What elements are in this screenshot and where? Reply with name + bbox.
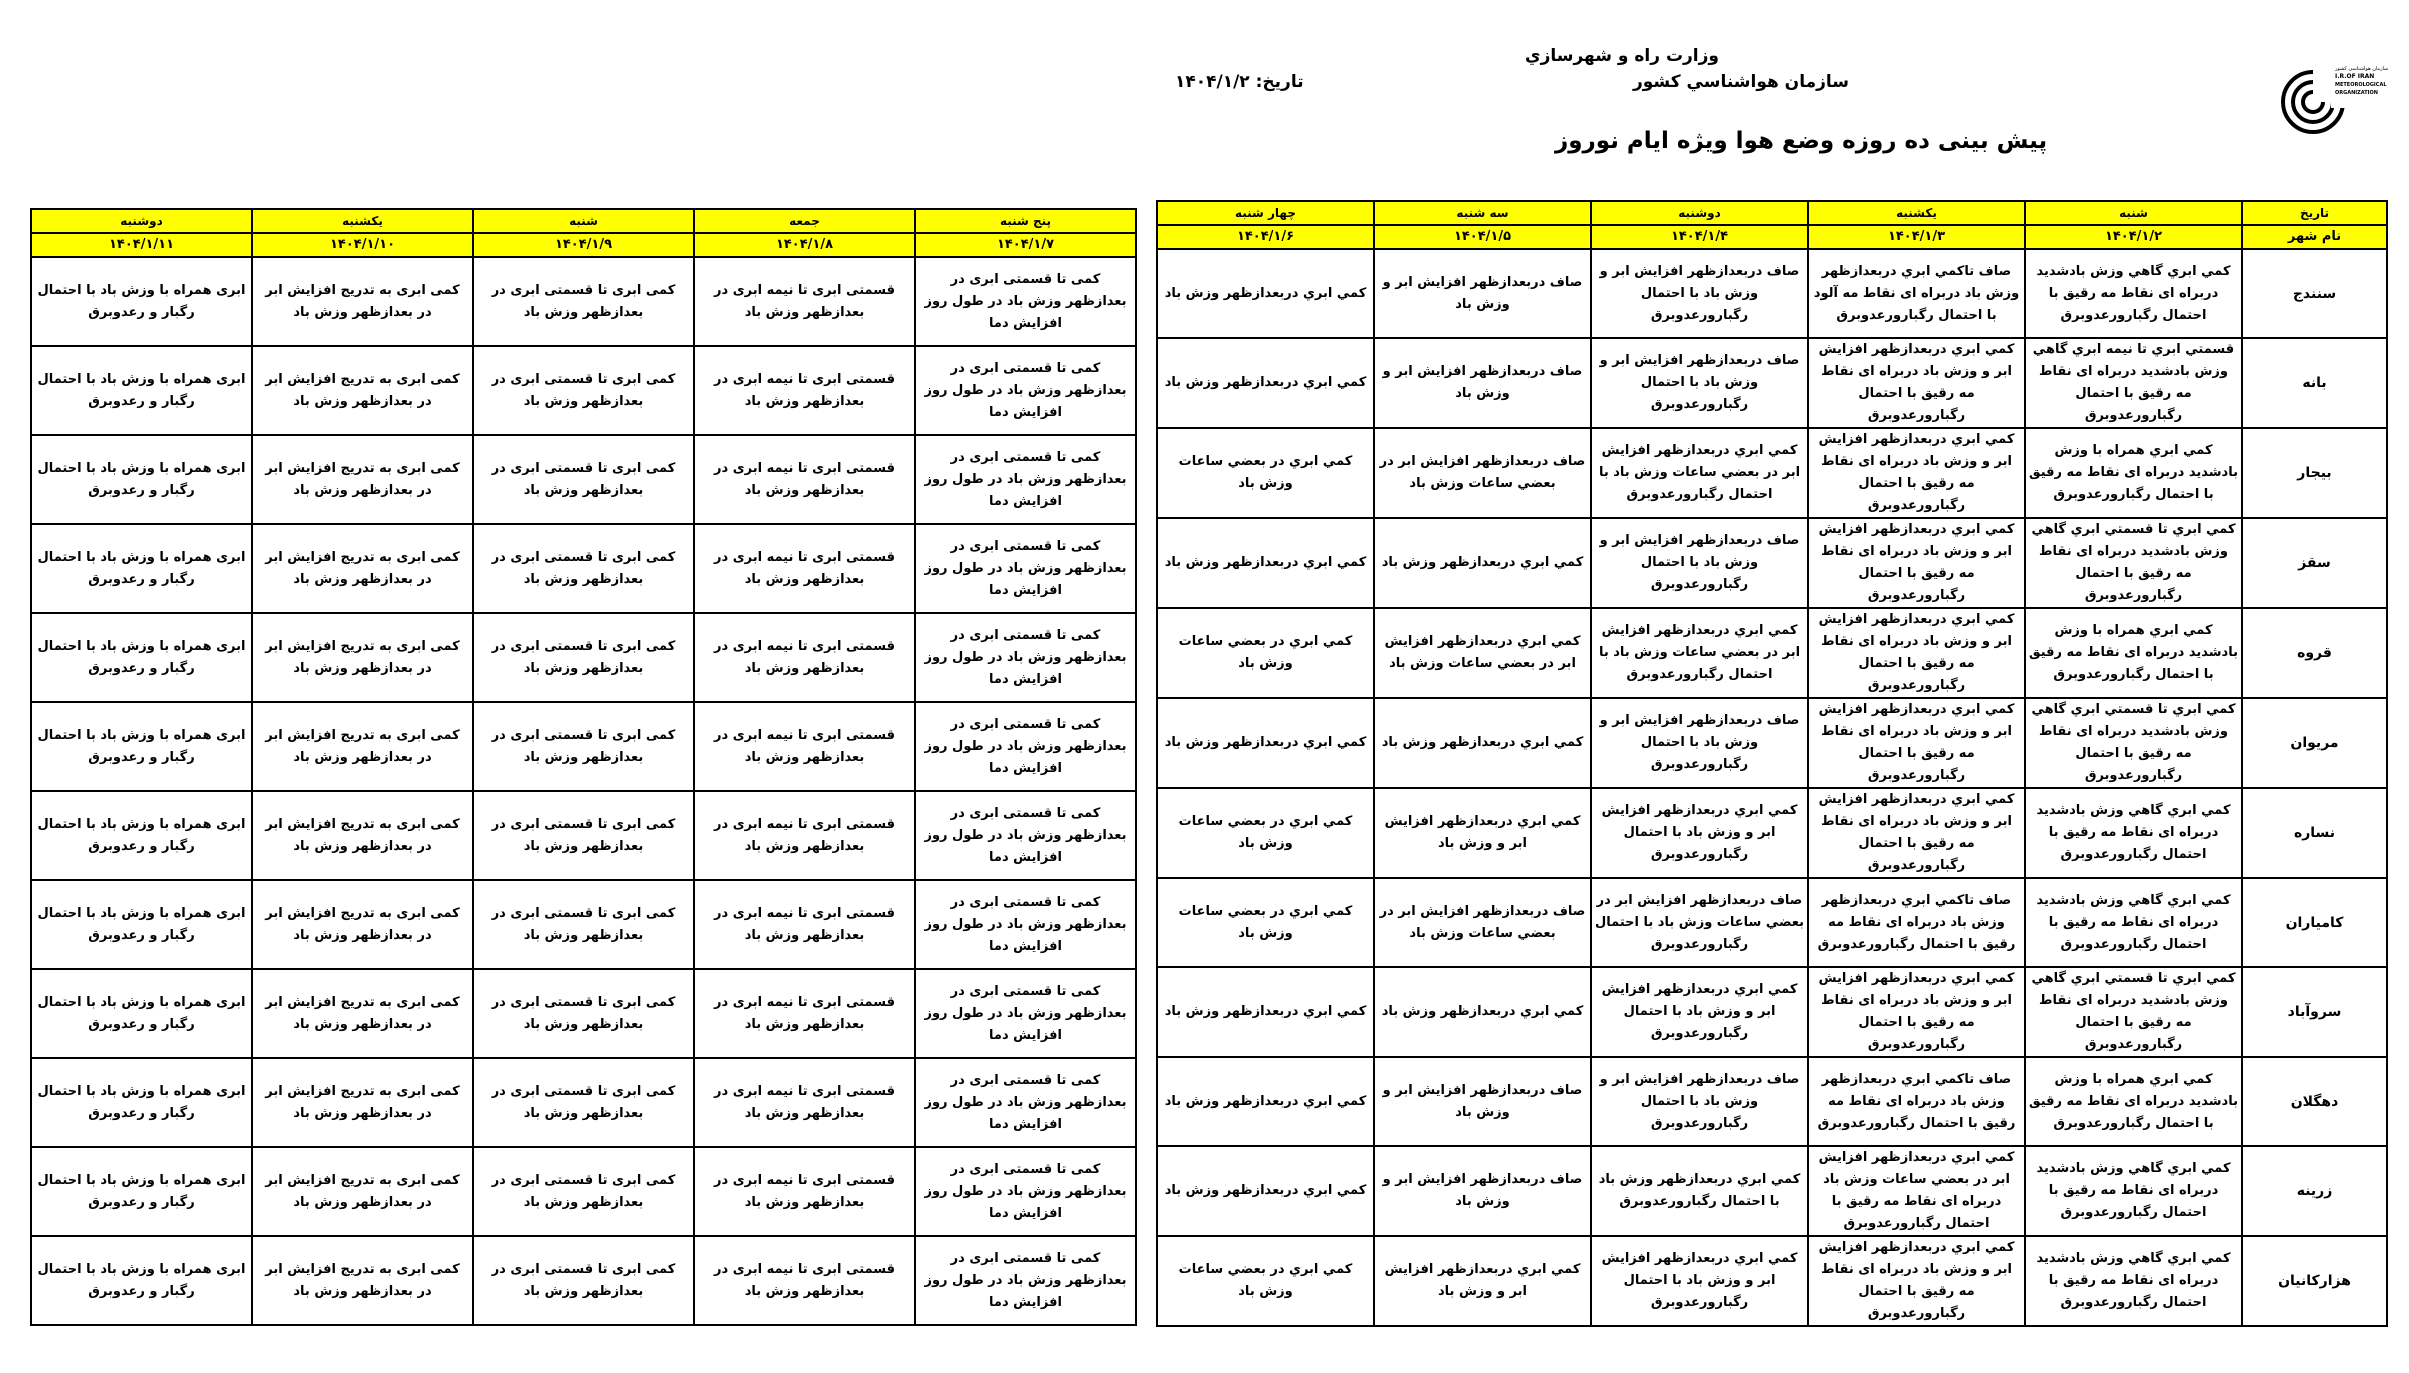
city-name: کامیاران — [2242, 878, 2387, 967]
forecast-cell: ابری همراه با وزش باد با احتمال رگبار و رعدوبرق — [31, 1058, 252, 1147]
forecast-cell: صاف تاكمي ابري دربعدازظهر وزش باد دربراه ای نقاط مه رقيق با احتمال رگبارورعدوبرق — [1808, 1057, 2025, 1146]
table-row — [1157, 967, 2387, 1057]
forecast-cell: كمي ابري دربعدازظهر وزش باد — [1374, 698, 1591, 788]
report-date: تاریخ: ۱۴۰۴/۱/۲ — [1175, 72, 1304, 92]
forecast-cell: كمي ابري دربعدازظهر افزايش ابر و وزش باد — [1374, 788, 1591, 878]
forecast-cell: کمی ابری به تدریج افزایش ابر در بعدازظهر وزش باد — [252, 435, 473, 524]
forecast-cell: ابری همراه با وزش باد با احتمال رگبار و رعدوبرق — [31, 613, 252, 702]
forecast-cell: كمي ابري همراه با وزش بادشديد دربراه ای نقاط مه رقيق با احتمال رگبارورعدوبرق — [2025, 428, 2242, 518]
forecast-cell: كمي ابري دربعدازظهر افزايش ابر و وزش باد دربراه ای نقاط مه رقيق با احتمال رگبارورعدوبرق — [1808, 608, 2025, 698]
forecast-cell: كمي ابري دربعدازظهر وزش باد — [1374, 518, 1591, 608]
table-row — [1157, 1146, 2387, 1236]
forecast-cell: کمی تا قسمتی ابری در بعدازظهر وزش باد در طول روز افزایش دما — [915, 1147, 1136, 1236]
svg-text:سازمان هواشناسی کشور: سازمان هواشناسی کشور — [2335, 66, 2389, 72]
forecast-cell: صاف دربعدازظهر افزايش ابر و وزش باد با احتمال رگبارورعدوبرق — [1591, 338, 1808, 428]
forecast-cell: صاف دربعدازظهر افزايش ابر در بعضي ساعات وزش باد — [1374, 428, 1591, 518]
forecast-cell: كمي ابري دربعدازظهر افزايش ابر در بعضي ساعات وزش باد با احتمال رگبارورعدوبرق — [1591, 608, 1808, 698]
forecast-cell: کمی تا قسمتی ابری در بعدازظهر وزش باد در طول روز افزایش دما — [915, 880, 1136, 969]
forecast-cell: قسمتی ابری تا نیمه ابری در بعدازظهر وزش باد — [694, 257, 915, 346]
day-date: ۱۴۰۴/۱/۱۱ — [31, 233, 252, 257]
day-name: یکشنبه — [252, 209, 473, 233]
forecast-cell: کمی ابری به تدریج افزایش ابر در بعدازظهر وزش باد — [252, 613, 473, 702]
day-date: ۱۴۰۴/۱/۵ — [1374, 225, 1591, 249]
day-name: یکشنبه — [1808, 201, 2025, 225]
forecast-cell: كمي ابري گاهي وزش بادشديد دربراه ای نقاط مه رقيق با احتمال رگبارورعدوبرق — [2025, 1236, 2242, 1326]
forecast-cell: كمي ابري گاهي وزش بادشديد دربراه ای نقاط مه رقيق با احتمال رگبارورعدوبرق — [2025, 788, 2242, 878]
forecast-cell: کمی ابری به تدریج افزایش ابر در بعدازظهر وزش باد — [252, 346, 473, 435]
forecast-cell: کمی تا قسمتی ابری در بعدازظهر وزش باد در طول روز افزایش دما — [915, 435, 1136, 524]
forecast-cell: قسمتی ابری تا نیمه ابری در بعدازظهر وزش باد — [694, 1236, 915, 1325]
forecast-cell: كمي ابري در بعضي ساعات وزش باد — [1157, 1236, 1374, 1326]
day-name: جمعه — [694, 209, 915, 233]
svg-text:I.R.OF IRAN: I.R.OF IRAN — [2335, 73, 2375, 80]
forecast-cell: کمی ابری به تدریج افزایش ابر در بعدازظهر وزش باد — [252, 524, 473, 613]
forecast-cell: کمی تا قسمتی ابری در بعدازظهر وزش باد در طول روز افزایش دما — [915, 702, 1136, 791]
city-name: سنندج — [2242, 249, 2387, 338]
day-name: دوشنبه — [31, 209, 252, 233]
day-date: ۱۴۰۴/۱/۲ — [2025, 225, 2242, 249]
forecast-cell: کمی ابری به تدریج افزایش ابر در بعدازظهر وزش باد — [252, 702, 473, 791]
forecast-cell: كمي ابري همراه با وزش بادشديد دربراه ای نقاط مه رقيق با احتمال رگبارورعدوبرق — [2025, 1057, 2242, 1146]
date-header-row — [1157, 225, 2387, 249]
forecast-cell: كمي ابري دربعدازظهر افزايش ابر در بعضي ساعات وزش باد با احتمال رگبارورعدوبرق — [1591, 428, 1808, 518]
forecast-cell: ابری همراه با وزش باد با احتمال رگبار و رعدوبرق — [31, 435, 252, 524]
forecast-cell: كمي ابري تا قسمتي ابري گاهي وزش بادشديد دربراه ای نقاط مه رقيق با احتمال رگبارورعدوبرق — [2025, 518, 2242, 608]
forecast-cell: صاف تاكمي ابري دربعدازظهر وزش باد دربراه ای نقاط مه رقيق با احتمال رگبارورعدوبرق — [1808, 878, 2025, 967]
forecast-cell: کمی ابری تا قسمتی ابری در بعدازظهر وزش باد — [473, 435, 694, 524]
forecast-cell: قسمتی ابری تا نیمه ابری در بعدازظهر وزش باد — [694, 1058, 915, 1147]
forecast-cell: قسمتی ابری تا نیمه ابری در بعدازظهر وزش باد — [694, 435, 915, 524]
forecast-cell: كمي ابري همراه با وزش بادشديد دربراه ای نقاط مه رقيق با احتمال رگبارورعدوبرق — [2025, 608, 2242, 698]
forecast-cell: كمي ابري دربعدازظهر وزش باد — [1157, 249, 1374, 338]
forecast-cell: کمی ابری تا قسمتی ابری در بعدازظهر وزش باد — [473, 880, 694, 969]
forecast-cell: كمي ابري در بعضي ساعات وزش باد — [1157, 608, 1374, 698]
forecast-cell: کمی ابری به تدریج افزایش ابر در بعدازظهر وزش باد — [252, 969, 473, 1058]
forecast-cell: كمي ابري دربعدازظهر افزايش ابر در بعضي ساعات وزش باد — [1374, 608, 1591, 698]
day-date: ۱۴۰۴/۱/۹ — [473, 233, 694, 257]
forecast-cell: ابری همراه با وزش باد با احتمال رگبار و رعدوبرق — [31, 1236, 252, 1325]
forecast-cell: كمي ابري دربعدازظهر افزايش ابر و وزش باد دربراه ای نقاط مه رقيق با احتمال رگبارورعدوبرق — [1808, 518, 2025, 608]
forecast-cell: کمی ابری به تدریج افزایش ابر در بعدازظهر وزش باد — [252, 880, 473, 969]
forecast-cell: قسمتی ابری تا نیمه ابری در بعدازظهر وزش باد — [694, 969, 915, 1058]
forecast-cell: کمی تا قسمتی ابری در بعدازظهر وزش باد در طول روز افزایش دما — [915, 1058, 1136, 1147]
forecast-cell: كمي ابري دربعدازظهر افزايش ابر و وزش باد دربراه ای نقاط مه رقيق با احتمال رگبارورعدوبرق — [1808, 338, 2025, 428]
forecast-cell: کمی ابری تا قسمتی ابری در بعدازظهر وزش باد — [473, 613, 694, 702]
forecast-cell: كمي ابري دربعدازظهر وزش باد — [1157, 1146, 1374, 1236]
city-name: سقز — [2242, 518, 2387, 608]
forecast-table-days-1-5 — [1156, 200, 2388, 1327]
city-name: مریوان — [2242, 698, 2387, 788]
forecast-cell: كمي ابري گاهي وزش بادشديد دربراه ای نقاط مه رقيق با احتمال رگبارورعدوبرق — [2025, 878, 2242, 967]
forecast-cell: كمي ابري دربعدازظهر افزايش ابر و وزش باد با احتمال رگبارورعدوبرق — [1591, 967, 1808, 1057]
forecast-cell: صاف دربعدازظهر افزايش ابر و وزش باد با احتمال رگبارورعدوبرق — [1591, 249, 1808, 338]
header-city-label: نام شهر — [2242, 225, 2387, 249]
forecast-cell: کمی تا قسمتی ابری در بعدازظهر وزش باد در طول روز افزایش دما — [915, 1236, 1136, 1325]
table-row — [1157, 698, 2387, 788]
day-name: پنج شنبه — [915, 209, 1136, 233]
city-name: هزارکانیان — [2242, 1236, 2387, 1326]
date-header-row — [31, 233, 1136, 257]
forecast-cell: قسمتی ابری تا نیمه ابری در بعدازظهر وزش باد — [694, 346, 915, 435]
day-date: ۱۴۰۴/۱/۴ — [1591, 225, 1808, 249]
forecast-cell: کمی تا قسمتی ابری در بعدازظهر وزش باد در طول روز افزایش دما — [915, 524, 1136, 613]
forecast-table-days-6-10 — [30, 208, 1137, 1326]
forecast-cell: قسمتي ابري تا نيمه ابري گاهي وزش بادشديد دربراه ای نقاط مه رقيق با احتمال رگبارورعدوبرق — [2025, 338, 2242, 428]
forecast-cell: كمي ابري دربعدازظهر وزش باد با احتمال رگبارورعدوبرق — [1591, 1146, 1808, 1236]
forecast-cell: كمي ابري دربعدازظهر افزايش ابر در بعضي ساعات وزش باد دربراه ای نقاط مه رقيق با احتمال رگبارورعدوبرق — [1808, 1146, 2025, 1236]
forecast-cell: كمي ابري دربعدازظهر وزش باد — [1157, 1057, 1374, 1146]
city-name: قروه — [2242, 608, 2387, 698]
forecast-cell: ابری همراه با وزش باد با احتمال رگبار و رعدوبرق — [31, 1147, 252, 1236]
header-date-label: تاریخ — [2242, 201, 2387, 225]
forecast-cell: كمي ابري دربعدازظهر افزايش ابر و وزش باد دربراه ای نقاط مه رقيق با احتمال رگبارورعدوبرق — [1808, 698, 2025, 788]
forecast-cell: كمي ابري دربعدازظهر وزش باد — [1157, 698, 1374, 788]
forecast-cell: ابری همراه با وزش باد با احتمال رگبار و رعدوبرق — [31, 524, 252, 613]
day-name: شنبه — [2025, 201, 2242, 225]
forecast-cell: کمی ابری تا قسمتی ابری در بعدازظهر وزش باد — [473, 1058, 694, 1147]
table-row — [1157, 518, 2387, 608]
forecast-cell: قسمتی ابری تا نیمه ابری در بعدازظهر وزش باد — [694, 1147, 915, 1236]
forecast-cell: كمي ابري گاهي وزش بادشديد دربراه ای نقاط مه رقيق با احتمال رگبارورعدوبرق — [2025, 249, 2242, 338]
forecast-cell: کمی ابری تا قسمتی ابری در بعدازظهر وزش باد — [473, 969, 694, 1058]
forecast-cell: کمی ابری تا قسمتی ابری در بعدازظهر وزش باد — [473, 257, 694, 346]
day-header-row — [31, 209, 1136, 233]
day-name: سه شنبه — [1374, 201, 1591, 225]
forecast-cell: کمی ابری تا قسمتی ابری در بعدازظهر وزش باد — [473, 791, 694, 880]
forecast-cell: كمي ابري در بعضي ساعات وزش باد — [1157, 878, 1374, 967]
forecast-cell: صاف دربعدازظهر افزايش ابر و وزش باد با احتمال رگبارورعدوبرق — [1591, 698, 1808, 788]
forecast-cell: کمی ابری تا قسمتی ابری در بعدازظهر وزش باد — [473, 1147, 694, 1236]
table-row — [1157, 1057, 2387, 1146]
forecast-cell: صاف دربعدازظهر افزايش ابر و وزش باد — [1374, 249, 1591, 338]
forecast-cell: كمي ابري در بعضي ساعات وزش باد — [1157, 428, 1374, 518]
forecast-cell: کمی تا قسمتی ابری در بعدازظهر وزش باد در طول روز افزایش دما — [915, 257, 1136, 346]
table-row — [31, 524, 1136, 613]
table-row — [31, 1236, 1136, 1325]
forecast-cell: صاف دربعدازظهر افزايش ابر و وزش باد — [1374, 338, 1591, 428]
forecast-cell: ابری همراه با وزش باد با احتمال رگبار و رعدوبرق — [31, 791, 252, 880]
forecast-cell: کمی تا قسمتی ابری در بعدازظهر وزش باد در طول روز افزایش دما — [915, 969, 1136, 1058]
city-name: بیجار — [2242, 428, 2387, 518]
forecast-cell: ابری همراه با وزش باد با احتمال رگبار و رعدوبرق — [31, 880, 252, 969]
table-row — [31, 346, 1136, 435]
table-row — [31, 880, 1136, 969]
forecast-cell: صاف دربعدازظهر افزايش ابر و وزش باد — [1374, 1146, 1591, 1236]
forecast-cell: صاف دربعدازظهر افزايش ابر و وزش باد با احتمال رگبارورعدوبرق — [1591, 1057, 1808, 1146]
table-row — [31, 702, 1136, 791]
forecast-cell: كمي ابري در بعضي ساعات وزش باد — [1157, 788, 1374, 878]
forecast-cell: کمی تا قسمتی ابری در بعدازظهر وزش باد در طول روز افزایش دما — [915, 613, 1136, 702]
forecast-cell: كمي ابري دربعدازظهر وزش باد — [1157, 518, 1374, 608]
table-row — [1157, 428, 2387, 518]
table-row — [31, 1147, 1136, 1236]
day-date: ۱۴۰۴/۱/۶ — [1157, 225, 1374, 249]
forecast-cell: كمي ابري دربعدازظهر افزايش ابر و وزش باد دربراه ای نقاط مه رقيق با احتمال رگبارورعدوبرق — [1808, 967, 2025, 1057]
forecast-cell: كمي ابري گاهي وزش بادشديد دربراه ای نقاط مه رقيق با احتمال رگبارورعدوبرق — [2025, 1146, 2242, 1236]
table-row — [31, 257, 1136, 346]
organization-name: سازمان هواشناسي كشور — [1632, 72, 1849, 92]
table-row — [1157, 1236, 2387, 1326]
forecast-cell: ابری همراه با وزش باد با احتمال رگبار و رعدوبرق — [31, 257, 252, 346]
day-date: ۱۴۰۴/۱/۸ — [694, 233, 915, 257]
forecast-cell: قسمتی ابری تا نیمه ابری در بعدازظهر وزش باد — [694, 613, 915, 702]
forecast-cell: کمی تا قسمتی ابری در بعدازظهر وزش باد در طول روز افزایش دما — [915, 346, 1136, 435]
table-row — [31, 791, 1136, 880]
table-row — [1157, 608, 2387, 698]
forecast-cell: کمی ابری تا قسمتی ابری در بعدازظهر وزش باد — [473, 524, 694, 613]
forecast-cell: كمي ابري دربعدازظهر افزايش ابر و وزش باد دربراه ای نقاط مه رقيق با احتمال رگبارورعدوبرق — [1808, 428, 2025, 518]
day-name: چهار شنبه — [1157, 201, 1374, 225]
forecast-cell: کمی ابری تا قسمتی ابری در بعدازظهر وزش باد — [473, 702, 694, 791]
forecast-cell: صاف دربعدازظهر افزايش ابر و وزش باد با احتمال رگبارورعدوبرق — [1591, 518, 1808, 608]
table-row — [1157, 249, 2387, 338]
table-row — [31, 435, 1136, 524]
table-row — [1157, 338, 2387, 428]
forecast-cell: كمي ابري دربعدازظهر وزش باد — [1157, 967, 1374, 1057]
forecast-cell: ابری همراه با وزش باد با احتمال رگبار و رعدوبرق — [31, 346, 252, 435]
forecast-cell: کمی ابری به تدریج افزایش ابر در بعدازظهر وزش باد — [252, 257, 473, 346]
forecast-cell: كمي ابري دربعدازظهر افزايش ابر و وزش باد با احتمال رگبارورعدوبرق — [1591, 1236, 1808, 1326]
forecast-cell: صاف دربعدازظهر افزايش ابر در بعضي ساعات وزش باد — [1374, 878, 1591, 967]
forecast-cell: كمي ابري دربعدازظهر وزش باد — [1374, 967, 1591, 1057]
day-name: شنبه — [473, 209, 694, 233]
city-name: نساره — [2242, 788, 2387, 878]
forecast-cell: كمي ابري تا قسمتي ابري گاهي وزش بادشديد دربراه ای نقاط مه رقيق با احتمال رگبارورعدوبرق — [2025, 698, 2242, 788]
forecast-cell: كمي ابري تا قسمتي ابري گاهي وزش بادشديد دربراه ای نقاط مه رقيق با احتمال رگبارورعدوبرق — [2025, 967, 2242, 1057]
day-date: ۱۴۰۴/۱/۳ — [1808, 225, 2025, 249]
forecast-cell: کمی ابری تا قسمتی ابری در بعدازظهر وزش باد — [473, 1236, 694, 1325]
forecast-cell: کمی ابری به تدریج افزایش ابر در بعدازظهر وزش باد — [252, 791, 473, 880]
forecast-cell: صاف دربعدازظهر افزايش ابر در بعضي ساعات وزش باد با احتمال رگبارورعدوبرق — [1591, 878, 1808, 967]
meteorological-organization-logo — [2255, 60, 2389, 140]
table-row — [1157, 878, 2387, 967]
table-row — [31, 969, 1136, 1058]
page-title: پیش بینی ده روزه وضع هوا ویژه ایام نوروز — [1555, 128, 2048, 154]
day-date: ۱۴۰۴/۱/۱۰ — [252, 233, 473, 257]
forecast-cell: قسمتی ابری تا نیمه ابری در بعدازظهر وزش باد — [694, 524, 915, 613]
ministry-name: وزارت راه و شهرسازي — [1524, 46, 1719, 66]
forecast-cell: کمی ابری به تدریج افزایش ابر در بعدازظهر وزش باد — [252, 1147, 473, 1236]
forecast-cell: کمی ابری تا قسمتی ابری در بعدازظهر وزش باد — [473, 346, 694, 435]
city-name: سروآباد — [2242, 967, 2387, 1057]
city-name: زرینه — [2242, 1146, 2387, 1236]
forecast-cell: كمي ابري دربعدازظهر افزايش ابر و وزش باد دربراه ای نقاط مه رقيق با احتمال رگبارورعدوبرق — [1808, 788, 2025, 878]
forecast-cell: كمي ابري دربعدازظهر افزايش ابر و وزش باد دربراه ای نقاط مه رقيق با احتمال رگبارورعدوبرق — [1808, 1236, 2025, 1326]
table-row — [31, 613, 1136, 702]
svg-text:ORGANIZATION: ORGANIZATION — [2335, 90, 2378, 96]
forecast-cell: کمی ابری به تدریج افزایش ابر در بعدازظهر وزش باد — [252, 1236, 473, 1325]
forecast-cell: كمي ابري دربعدازظهر افزايش ابر و وزش باد با احتمال رگبارورعدوبرق — [1591, 788, 1808, 878]
forecast-cell: ابری همراه با وزش باد با احتمال رگبار و رعدوبرق — [31, 969, 252, 1058]
forecast-cell: صاف دربعدازظهر افزايش ابر و وزش باد — [1374, 1057, 1591, 1146]
day-name: دوشنبه — [1591, 201, 1808, 225]
forecast-cell: كمي ابري دربعدازظهر افزايش ابر و وزش باد — [1374, 1236, 1591, 1326]
city-name: بانه — [2242, 338, 2387, 428]
forecast-cell: صاف تاكمي ابري دربعدازظهر وزش باد دربراه ای نقاط مه آلود با احتمال رگبارورعدوبرق — [1808, 249, 2025, 338]
table-row — [1157, 788, 2387, 878]
day-date: ۱۴۰۴/۱/۷ — [915, 233, 1136, 257]
forecast-cell: کمی ابری به تدریج افزایش ابر در بعدازظهر وزش باد — [252, 1058, 473, 1147]
city-name: دهگلان — [2242, 1057, 2387, 1146]
forecast-cell: قسمتی ابری تا نیمه ابری در بعدازظهر وزش باد — [694, 702, 915, 791]
forecast-cell: ابری همراه با وزش باد با احتمال رگبار و رعدوبرق — [31, 702, 252, 791]
day-header-row — [1157, 201, 2387, 225]
forecast-cell: قسمتی ابری تا نیمه ابری در بعدازظهر وزش باد — [694, 880, 915, 969]
forecast-cell: قسمتی ابری تا نیمه ابری در بعدازظهر وزش باد — [694, 791, 915, 880]
table-row — [31, 1058, 1136, 1147]
forecast-cell: کمی تا قسمتی ابری در بعدازظهر وزش باد در طول روز افزایش دما — [915, 791, 1136, 880]
forecast-cell: كمي ابري دربعدازظهر وزش باد — [1157, 338, 1374, 428]
svg-text:METEOROLOGICAL: METEOROLOGICAL — [2335, 82, 2387, 88]
